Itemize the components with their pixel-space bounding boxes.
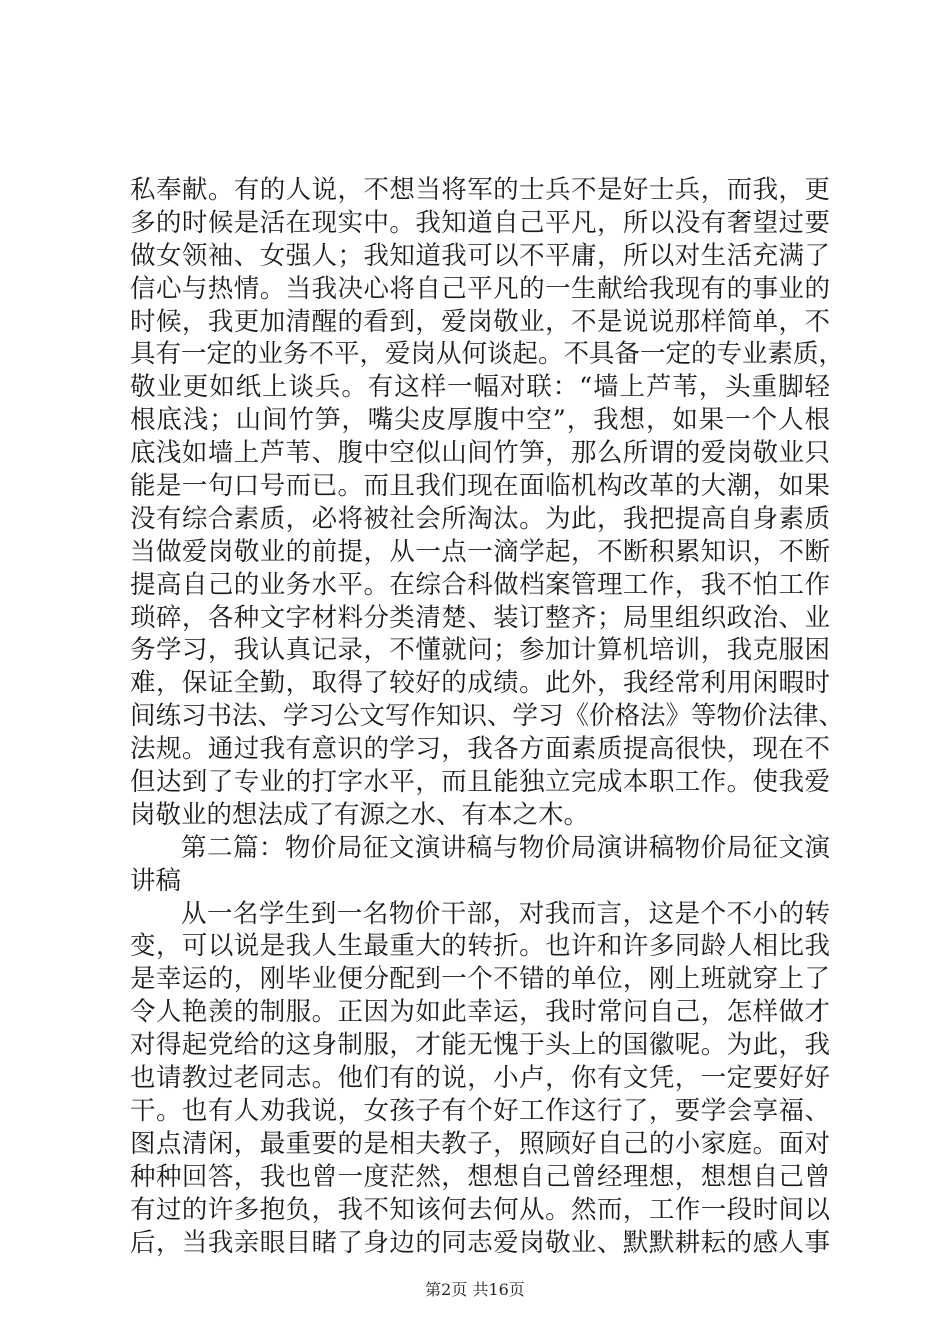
text-line: 做女领袖、女强人；我知道我可以不平庸，所以对生活充满了 <box>130 240 830 271</box>
text-line: 时候，我更加清醒的看到，爱岗敬业，不是说说那样简单，不 <box>130 306 830 337</box>
text-line: 但达到了专业的打字水平，而且能独立完成本职工作。使我爱 <box>130 767 830 798</box>
text-line: 从一名学生到一名物价干部，对我而言，这是个不小的转 <box>181 898 830 929</box>
section-heading-line: 第二篇：物价局征文演讲稿与物价局演讲稿物价局征文演 <box>181 832 830 863</box>
text-line: 变，可以说是我人生最重大的转折。也许和许多同龄人相比我 <box>130 931 830 962</box>
text-line: 种种回答，我也曾一度茫然，想想自己曾经理想，想想自己曾 <box>130 1161 830 1192</box>
page-number-footer: 第2页 共16页 <box>425 1280 525 1299</box>
text-line: 干。也有人劝我说，女孩子有个好工作这行了，要学会享福、 <box>130 1095 830 1126</box>
text-line: 当做爱岗敬业的前提，从一点一滴学起，不断积累知识，不断 <box>130 536 830 567</box>
text-line: 没有综合素质，必将被社会所淘汰。为此，我把提高自身素质 <box>130 503 830 534</box>
text-line: 提高自己的业务水平。在综合科做档案管理工作，我不怕工作 <box>130 569 830 600</box>
page-body <box>130 174 845 1259</box>
text-line: 后，当我亲眼目睹了身边的同志爱岗敬业、默默耕耘的感人事 <box>130 1227 830 1258</box>
text-line: 岗敬业的想法成了有源之水、有本之木。 <box>130 799 590 830</box>
text-line: 法规。通过我有意识的学习，我各方面素质提高很快，现在不 <box>130 734 830 765</box>
text-line: 敬业更如纸上谈兵。有这样一幅对联：“墙上芦苇，头重脚轻 <box>130 372 830 403</box>
text-line: 图点清闲，最重要的是相夫教子，照顾好自己的小家庭。面对 <box>130 1128 830 1159</box>
text-line: 对得起党给的这身制服，才能无愧于头上的国徽呢。为此，我 <box>130 1030 830 1061</box>
text-line: 是幸运的，刚毕业便分配到一个不错的单位，刚上班就穿上了 <box>130 964 830 995</box>
text-line: 信心与热情。当我决心将自己平凡的一生献给我现有的事业的 <box>130 273 830 304</box>
text-line: 多的时候是活在现实中。我知道自己平凡，所以没有奢望过要 <box>130 207 830 238</box>
text-line: 根底浅；山间竹笋，嘴尖皮厚腹中空”，我想，如果一个人根 <box>130 405 830 436</box>
section-heading-line: 讲稿 <box>130 865 182 896</box>
text-line: 间练习书法、学习公文写作知识、学习《价格法》等物价法律、 <box>130 701 845 732</box>
text-line: 有过的许多抱负，我不知该何去何从。然而，工作一段时间以 <box>130 1194 830 1225</box>
text-line: 令人艳羡的制服。正因为如此幸运，我时常问自己，怎样做才 <box>130 997 830 1028</box>
text-line: 琐碎，各种文字材料分类清楚、装订整齐；局里组织政治、业 <box>130 602 830 633</box>
text-line: 务学习，我认真记录，不懂就问；参加计算机培训，我克服困 <box>130 635 830 666</box>
text-line: 具有一定的业务不平，爱岗从何谈起。不具备一定的专业素质， <box>130 339 845 370</box>
text-line: 也请教过老同志。他们有的说，小卢，你有文凭，一定要好好 <box>130 1063 830 1094</box>
text-line: 难，保证全勤，取得了较好的成绩。此外，我经常利用闲暇时 <box>130 668 830 699</box>
text-line: 底浅如墙上芦苇、腹中空似山间竹笋，那么所谓的爱岗敬业只 <box>130 438 830 469</box>
text-line: 能是一句口号而已。而且我们现在面临机构改革的大潮，如果 <box>130 471 830 502</box>
text-line: 私奉献。有的人说，不想当将军的士兵不是好士兵，而我，更 <box>130 175 830 205</box>
